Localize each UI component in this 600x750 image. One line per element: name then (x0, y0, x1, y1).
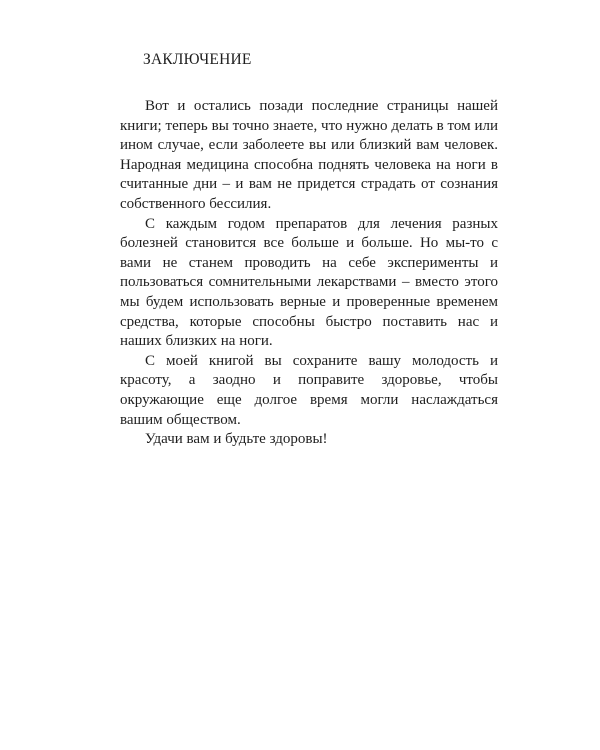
paragraph-1: Вот и остались позади последние страницы нашей книги; теперь вы точно знаете, что нужно делать в том или ином случае, если заболеете вы или близкий вам человек. Народная медицина способна поднять человека на ноги в считанные дни – и вам не придется страдать от сознания собственного бессилия. (120, 98, 498, 212)
chapter-heading: ЗАКЛЮЧЕНИЕ (143, 51, 252, 68)
paragraph-3: С моей книгой вы сохраните вашу молодость и красоту, а заодно и поправите здоровье, чтобы окружающие еще долгое время могли наслаждаться вашим обществом. (120, 352, 498, 428)
body-text (120, 97, 498, 450)
paragraph-4: Удачи вам и будьте здоровы! (145, 431, 328, 448)
paragraph-2: С каждым годом препаратов для лечения разных болезней становится все больше и больше. Но мы-то с вами не станем проводить на себе эксперименты и пользоваться сомнительными лекарствами – вместо этого мы будем использовать верные и проверенные временем средства, которые способны быстро поставить нас и наших близких на ноги. (120, 215, 498, 350)
